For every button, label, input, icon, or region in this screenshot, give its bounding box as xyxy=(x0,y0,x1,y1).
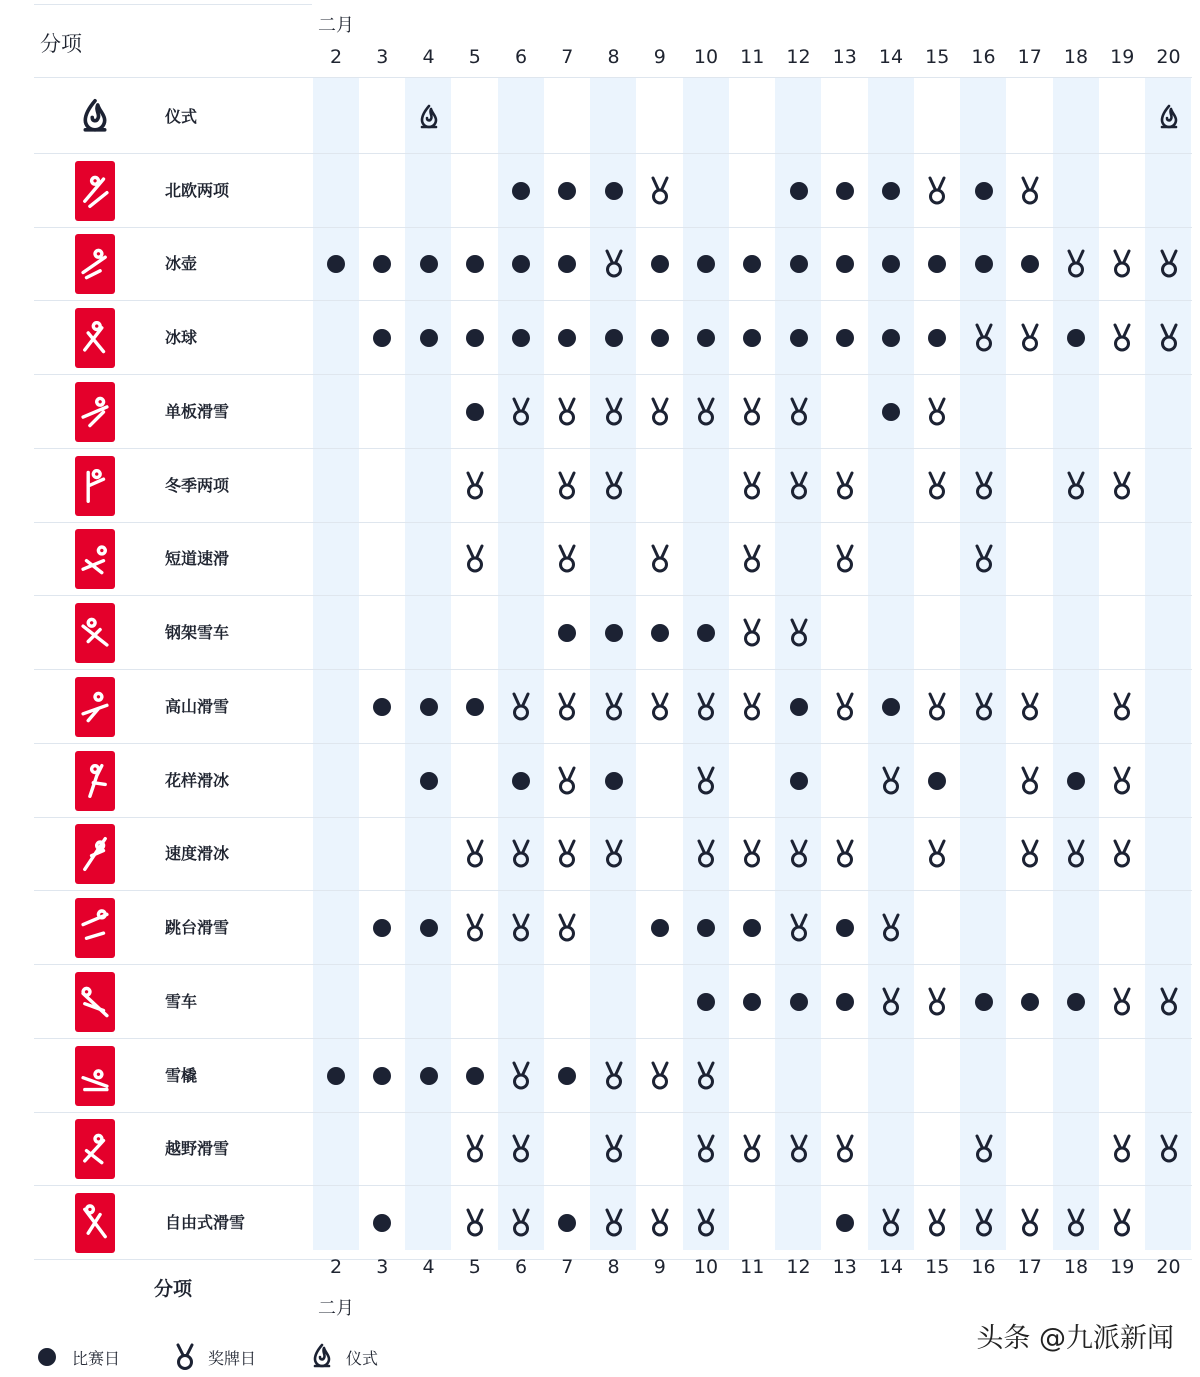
header-day-12: 12 xyxy=(786,46,811,68)
ice-hockey-icon xyxy=(75,308,115,368)
medal-day-icon xyxy=(822,834,868,874)
short-track-icon xyxy=(75,529,115,589)
medal-day-icon xyxy=(1007,834,1053,874)
header-day-19: 19 xyxy=(1110,46,1135,68)
competition-day-dot-icon xyxy=(822,1203,868,1243)
medal-day-icon xyxy=(1146,244,1192,284)
medal-day-icon xyxy=(914,1203,960,1243)
competition-day-dot-icon xyxy=(776,171,822,211)
medal-day-icon xyxy=(544,761,590,801)
luge-icon xyxy=(75,1046,115,1106)
medal-day-icon xyxy=(498,1056,544,1096)
medal-day-icon xyxy=(1099,982,1145,1022)
medal-day-icon xyxy=(683,761,729,801)
sport-name: 仪式 xyxy=(165,106,198,126)
medal-day-icon xyxy=(1099,244,1145,284)
row-divider xyxy=(34,1038,1192,1039)
legend-competition-dot-icon xyxy=(38,1348,56,1366)
competition-day-dot-icon xyxy=(729,982,775,1022)
medal-day-icon xyxy=(1007,318,1053,358)
competition-day-dot-icon xyxy=(498,318,544,358)
medal-day-icon xyxy=(961,318,1007,358)
medal-day-icon xyxy=(637,392,683,432)
legend-medal-icon xyxy=(174,1343,196,1375)
page-title: 分项 xyxy=(40,32,82,56)
competition-day-dot-icon xyxy=(776,318,822,358)
medal-day-icon xyxy=(1099,834,1145,874)
medal-day-icon xyxy=(591,1203,637,1243)
row-divider xyxy=(34,1185,1192,1186)
medal-day-icon xyxy=(868,982,914,1022)
competition-day-dot-icon xyxy=(359,1056,405,1096)
header-day-14: 14 xyxy=(878,46,904,68)
competition-day-dot-icon xyxy=(868,392,914,432)
biathlon-icon xyxy=(75,456,115,516)
medal-day-icon xyxy=(591,1129,637,1169)
medal-day-icon xyxy=(868,1203,914,1243)
medal-day-icon xyxy=(914,687,960,727)
medal-day-icon xyxy=(683,1203,729,1243)
header-day-4: 4 xyxy=(422,46,435,68)
footer-day-19: 19 xyxy=(1110,1256,1135,1278)
medal-day-icon xyxy=(498,834,544,874)
competition-day-dot-icon xyxy=(961,982,1007,1022)
row-divider xyxy=(34,1112,1192,1113)
competition-day-dot-icon xyxy=(868,687,914,727)
medal-day-icon xyxy=(914,171,960,211)
header-day-7: 7 xyxy=(561,46,574,68)
medal-day-icon xyxy=(683,392,729,432)
competition-day-dot-icon xyxy=(313,244,359,284)
medal-day-icon xyxy=(914,466,960,506)
footer-day-16: 16 xyxy=(971,1256,996,1278)
sport-name: 钢架雪车 xyxy=(165,623,230,643)
row-divider xyxy=(34,669,1192,670)
competition-day-dot-icon xyxy=(359,244,405,284)
medal-day-icon xyxy=(776,392,822,432)
footer-day-6: 6 xyxy=(514,1256,528,1278)
competition-day-dot-icon xyxy=(868,318,914,358)
medal-day-icon xyxy=(776,908,822,948)
medal-day-icon xyxy=(544,392,590,432)
medal-day-icon xyxy=(914,982,960,1022)
competition-day-dot-icon xyxy=(406,687,452,727)
competition-day-dot-icon xyxy=(637,908,683,948)
competition-day-dot-icon xyxy=(914,318,960,358)
medal-day-icon xyxy=(637,1056,683,1096)
sport-name: 冰壶 xyxy=(165,254,198,274)
competition-day-dot-icon xyxy=(914,244,960,284)
medal-day-icon xyxy=(1053,244,1099,284)
header-day-6: 6 xyxy=(514,46,528,68)
footer-day-10: 10 xyxy=(693,1256,719,1278)
row-divider xyxy=(34,153,1192,154)
medal-day-icon xyxy=(961,687,1007,727)
footer-day-4: 4 xyxy=(422,1256,435,1278)
ceremony-flame-icon xyxy=(406,97,452,137)
medal-day-icon xyxy=(498,1203,544,1243)
medal-day-icon xyxy=(822,1129,868,1169)
medal-day-icon xyxy=(683,1129,729,1169)
row-divider xyxy=(34,817,1192,818)
competition-day-dot-icon xyxy=(544,171,590,211)
sport-name: 速度滑冰 xyxy=(165,844,230,864)
competition-day-dot-icon xyxy=(868,244,914,284)
footer-day-20: 20 xyxy=(1156,1256,1181,1278)
medal-day-icon xyxy=(729,1129,775,1169)
competition-day-dot-icon xyxy=(729,244,775,284)
alpine-skiing-icon xyxy=(75,677,115,737)
medal-day-icon xyxy=(1099,687,1145,727)
competition-day-dot-icon xyxy=(683,318,729,358)
medal-day-icon xyxy=(452,908,498,948)
header-day-5: 5 xyxy=(468,46,481,68)
row-divider xyxy=(34,595,1192,596)
medal-day-icon xyxy=(498,1129,544,1169)
medal-day-icon xyxy=(776,1129,822,1169)
medal-day-icon xyxy=(637,1203,683,1243)
medal-day-icon xyxy=(914,392,960,432)
medal-day-icon xyxy=(1099,1129,1145,1169)
competition-day-dot-icon xyxy=(683,244,729,284)
legend-competition-label: 比赛日 xyxy=(72,1349,121,1368)
header-day-16: 16 xyxy=(971,46,996,68)
header-day-20: 20 xyxy=(1156,46,1181,68)
competition-day-dot-icon xyxy=(1053,318,1099,358)
medal-day-icon xyxy=(544,466,590,506)
header-day-11: 11 xyxy=(740,46,765,68)
medal-day-icon xyxy=(1099,466,1145,506)
legend-ceremony-flame-icon xyxy=(312,1343,332,1373)
row-divider xyxy=(34,522,1192,523)
medal-day-icon xyxy=(1146,318,1192,358)
curling-icon xyxy=(75,234,115,294)
competition-day-dot-icon xyxy=(729,318,775,358)
row-divider xyxy=(34,743,1192,744)
header-divider xyxy=(34,4,312,5)
medal-day-icon xyxy=(729,539,775,579)
competition-day-dot-icon xyxy=(776,982,822,1022)
header-day-2: 2 xyxy=(329,46,343,68)
competition-day-dot-icon xyxy=(637,318,683,358)
competition-day-dot-icon xyxy=(961,244,1007,284)
competition-day-dot-icon xyxy=(406,318,452,358)
medal-day-icon xyxy=(729,834,775,874)
medal-day-icon xyxy=(591,392,637,432)
competition-day-dot-icon xyxy=(452,392,498,432)
competition-day-dot-icon xyxy=(591,171,637,211)
competition-day-dot-icon xyxy=(591,761,637,801)
medal-day-icon xyxy=(591,244,637,284)
sport-name: 高山滑雪 xyxy=(165,696,230,716)
footer-day-13: 13 xyxy=(832,1256,857,1278)
header-day-13: 13 xyxy=(832,46,857,68)
medal-day-icon xyxy=(591,687,637,727)
sport-name: 北欧两项 xyxy=(165,180,230,200)
nordic-combined-icon xyxy=(75,161,115,221)
header-day-18: 18 xyxy=(1063,46,1089,68)
medal-day-icon xyxy=(729,613,775,653)
skeleton-icon xyxy=(75,603,115,663)
medal-day-icon xyxy=(452,1203,498,1243)
footer-day-18: 18 xyxy=(1063,1256,1089,1278)
row-divider xyxy=(34,300,1192,301)
snowboard-icon xyxy=(75,382,115,442)
footer-day-8: 8 xyxy=(607,1256,620,1278)
header-day-15: 15 xyxy=(925,46,950,68)
watermark: 头条 @九派新闻 xyxy=(976,1323,1174,1354)
medal-day-icon xyxy=(452,834,498,874)
competition-day-dot-icon xyxy=(498,244,544,284)
medal-day-icon xyxy=(1007,1203,1053,1243)
medal-day-icon xyxy=(868,761,914,801)
footer-day-7: 7 xyxy=(561,1256,574,1278)
figure-skating-icon xyxy=(75,751,115,811)
competition-day-dot-icon xyxy=(591,318,637,358)
medal-day-icon xyxy=(1053,834,1099,874)
medal-day-icon xyxy=(1146,1129,1192,1169)
footer-day-5: 5 xyxy=(468,1256,481,1278)
competition-day-dot-icon xyxy=(729,908,775,948)
medal-day-icon xyxy=(729,687,775,727)
competition-day-dot-icon xyxy=(1007,244,1053,284)
medal-day-icon xyxy=(1099,761,1145,801)
competition-day-dot-icon xyxy=(452,318,498,358)
competition-day-dot-icon xyxy=(544,318,590,358)
sport-name: 跳台滑雪 xyxy=(165,918,230,938)
sport-name: 冬季两项 xyxy=(165,475,230,495)
medal-day-icon xyxy=(961,1203,1007,1243)
medal-day-icon xyxy=(683,834,729,874)
competition-day-dot-icon xyxy=(776,244,822,284)
footer-day-12: 12 xyxy=(786,1256,811,1278)
header-day-10: 10 xyxy=(693,46,719,68)
medal-day-icon xyxy=(544,539,590,579)
medal-day-icon xyxy=(1053,1203,1099,1243)
cross-country-icon xyxy=(75,1119,115,1179)
row-divider xyxy=(34,374,1192,375)
medal-day-icon xyxy=(1007,687,1053,727)
competition-day-dot-icon xyxy=(406,761,452,801)
competition-day-dot-icon xyxy=(544,613,590,653)
medal-day-icon xyxy=(1007,171,1053,211)
sport-name: 越野滑雪 xyxy=(165,1139,230,1159)
header-day-9: 9 xyxy=(653,46,666,68)
competition-day-dot-icon xyxy=(822,908,868,948)
medal-day-icon xyxy=(683,1056,729,1096)
competition-day-dot-icon xyxy=(683,982,729,1022)
competition-day-dot-icon xyxy=(452,687,498,727)
medal-day-icon xyxy=(776,834,822,874)
competition-day-dot-icon xyxy=(683,613,729,653)
competition-day-dot-icon xyxy=(406,1056,452,1096)
competition-day-dot-icon xyxy=(776,687,822,727)
competition-day-dot-icon xyxy=(683,908,729,948)
competition-day-dot-icon xyxy=(359,908,405,948)
footer-day-15: 15 xyxy=(925,1256,950,1278)
competition-day-dot-icon xyxy=(498,761,544,801)
medal-day-icon xyxy=(683,687,729,727)
medal-day-icon xyxy=(822,539,868,579)
competition-day-dot-icon xyxy=(313,1056,359,1096)
competition-day-dot-icon xyxy=(452,244,498,284)
competition-day-dot-icon xyxy=(1053,761,1099,801)
month-label-top: 二月 xyxy=(318,15,354,36)
sport-name: 雪车 xyxy=(165,991,198,1011)
footer-day-11: 11 xyxy=(740,1256,765,1278)
competition-day-dot-icon xyxy=(914,761,960,801)
competition-day-dot-icon xyxy=(406,908,452,948)
sport-name: 冰球 xyxy=(165,328,198,348)
medal-day-icon xyxy=(961,466,1007,506)
month-label-bottom: 二月 xyxy=(318,1298,354,1319)
sport-name: 单板滑雪 xyxy=(165,401,230,421)
row-divider xyxy=(34,890,1192,891)
row-divider xyxy=(34,227,1192,228)
sport-name: 花样滑冰 xyxy=(165,770,230,790)
medal-day-icon xyxy=(729,392,775,432)
competition-day-dot-icon xyxy=(359,1203,405,1243)
freestyle-skiing-icon xyxy=(75,1193,115,1253)
medal-day-icon xyxy=(452,466,498,506)
medal-day-icon xyxy=(544,908,590,948)
legend-ceremony-label: 仪式 xyxy=(346,1349,379,1368)
competition-day-dot-icon xyxy=(822,171,868,211)
medal-day-icon xyxy=(1099,1203,1145,1243)
competition-day-dot-icon xyxy=(868,171,914,211)
header-day-3: 3 xyxy=(376,46,389,68)
competition-day-dot-icon xyxy=(544,1056,590,1096)
medal-day-icon xyxy=(961,539,1007,579)
competition-day-dot-icon xyxy=(822,244,868,284)
speed-skating-icon xyxy=(75,824,115,884)
header-day-8: 8 xyxy=(607,46,620,68)
medal-day-icon xyxy=(776,613,822,653)
bobsleigh-icon xyxy=(75,972,115,1032)
medal-day-icon xyxy=(1053,466,1099,506)
competition-day-dot-icon xyxy=(406,244,452,284)
competition-day-dot-icon xyxy=(961,171,1007,211)
competition-day-dot-icon xyxy=(544,244,590,284)
row-divider xyxy=(34,964,1192,965)
medal-day-icon xyxy=(591,834,637,874)
medal-day-icon xyxy=(452,539,498,579)
ceremony-flame-icon xyxy=(1146,97,1192,137)
medal-day-icon xyxy=(729,466,775,506)
medal-day-icon xyxy=(498,687,544,727)
medal-day-icon xyxy=(591,466,637,506)
medal-day-icon xyxy=(868,908,914,948)
footer-day-3: 3 xyxy=(376,1256,389,1278)
competition-day-dot-icon xyxy=(822,982,868,1022)
medal-day-icon xyxy=(452,1129,498,1169)
competition-day-dot-icon xyxy=(1007,982,1053,1022)
footer-day-17: 17 xyxy=(1017,1256,1042,1278)
competition-day-dot-icon xyxy=(637,244,683,284)
sport-name: 自由式滑雪 xyxy=(165,1213,246,1233)
sport-name: 雪橇 xyxy=(165,1065,198,1085)
header-day-17: 17 xyxy=(1017,46,1042,68)
medal-day-icon xyxy=(1007,761,1053,801)
competition-day-dot-icon xyxy=(637,613,683,653)
medal-day-icon xyxy=(914,834,960,874)
row-divider xyxy=(34,448,1192,449)
medal-day-icon xyxy=(637,171,683,211)
row-divider xyxy=(34,77,1192,78)
competition-day-dot-icon xyxy=(591,613,637,653)
medal-day-icon xyxy=(822,466,868,506)
medal-day-icon xyxy=(591,1056,637,1096)
competition-day-dot-icon xyxy=(1053,982,1099,1022)
legend-medal-label: 奖牌日 xyxy=(208,1349,257,1368)
competition-day-dot-icon xyxy=(544,1203,590,1243)
medal-day-icon xyxy=(1099,318,1145,358)
medal-day-icon xyxy=(822,687,868,727)
footer-day-2: 2 xyxy=(329,1256,343,1278)
medal-day-icon xyxy=(498,908,544,948)
medal-day-icon xyxy=(637,687,683,727)
competition-day-dot-icon xyxy=(359,687,405,727)
medal-day-icon xyxy=(544,687,590,727)
competition-day-dot-icon xyxy=(452,1056,498,1096)
competition-day-dot-icon xyxy=(776,761,822,801)
footer-day-9: 9 xyxy=(653,1256,666,1278)
ski-jumping-icon xyxy=(75,898,115,958)
competition-day-dot-icon xyxy=(359,318,405,358)
footer-title: 分项 xyxy=(154,1278,193,1300)
medal-day-icon xyxy=(544,834,590,874)
medal-day-icon xyxy=(637,539,683,579)
medal-day-icon xyxy=(776,466,822,506)
ceremony-flame-icon xyxy=(81,98,109,138)
medal-day-icon xyxy=(1146,982,1192,1022)
medal-day-icon xyxy=(498,392,544,432)
medal-day-icon xyxy=(961,1129,1007,1169)
footer-day-14: 14 xyxy=(878,1256,904,1278)
competition-day-dot-icon xyxy=(822,318,868,358)
sport-name: 短道速滑 xyxy=(165,549,230,569)
competition-day-dot-icon xyxy=(498,171,544,211)
